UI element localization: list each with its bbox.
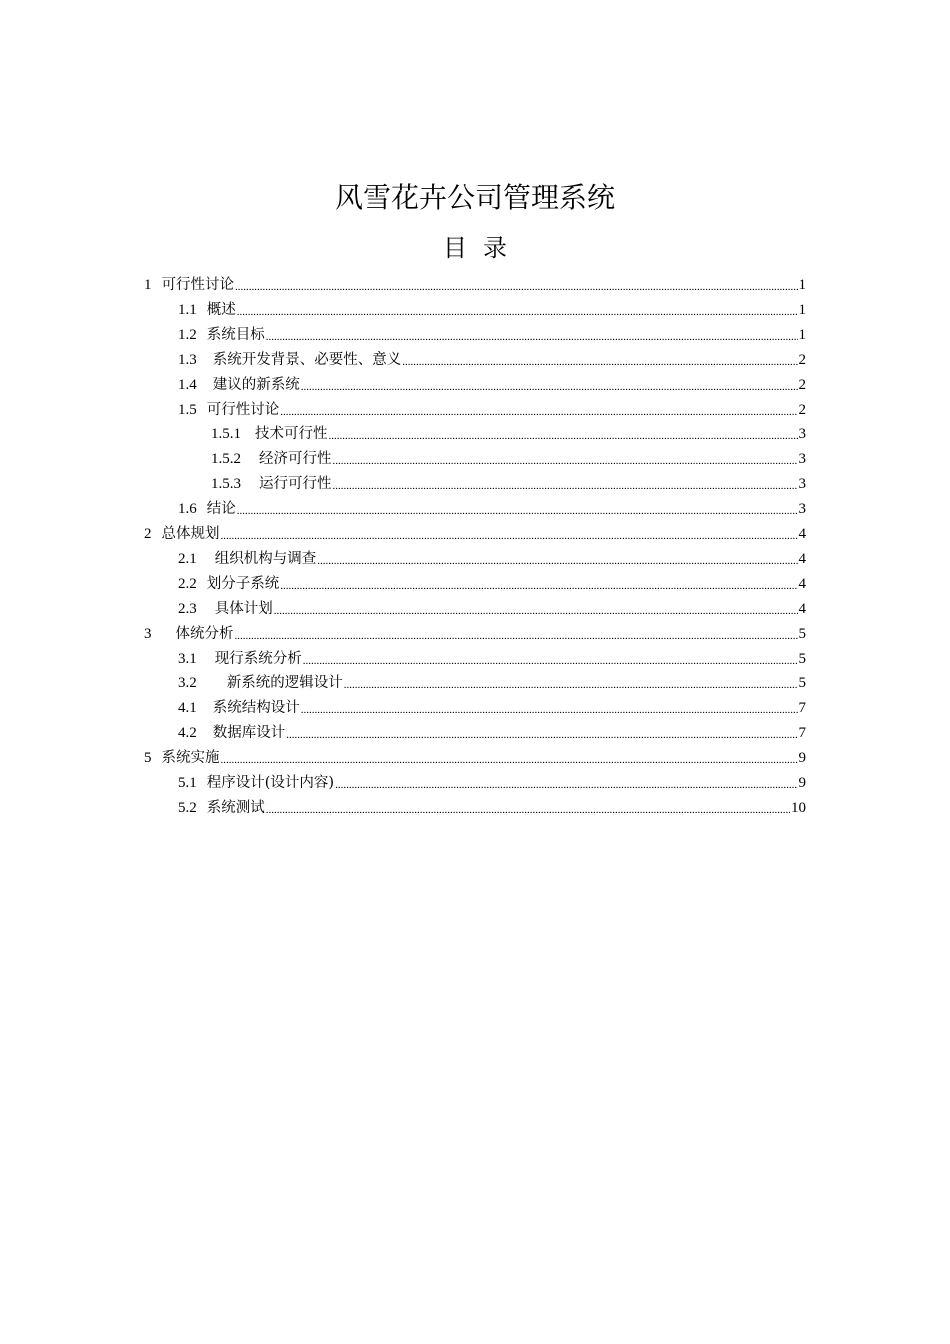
toc-entry-page-number: 10 <box>791 799 806 816</box>
toc-entry-page-number: 3 <box>798 451 806 468</box>
toc-entry[interactable] <box>178 797 806 819</box>
toc-dot-leader <box>333 452 798 470</box>
toc-dot-leader <box>344 676 798 694</box>
toc-entry[interactable] <box>178 498 806 520</box>
toc-entry-page-number: 4 <box>798 600 806 617</box>
toc-entry-number: 3.1 <box>178 650 197 667</box>
toc-entry-number: 1.5.1 <box>211 426 241 443</box>
toc-entry-number: 5 <box>144 750 152 767</box>
toc-entry-page-number: 7 <box>798 700 806 717</box>
toc-entry-label: 可行性讨论 <box>206 401 280 418</box>
toc-dot-leader <box>266 801 790 819</box>
toc-entry-number: 3.2 <box>178 675 197 692</box>
toc-entry-page-number: 5 <box>798 650 806 667</box>
toc-entry-number: 4.2 <box>178 725 197 742</box>
toc-entry-label: 划分子系统 <box>206 575 280 592</box>
toc-entry[interactable] <box>178 697 806 719</box>
toc-entry-number: 2.3 <box>178 600 197 617</box>
toc-dot-leader <box>274 602 798 620</box>
toc-dot-leader <box>280 403 797 421</box>
toc-entry-page-number: 1 <box>798 301 806 318</box>
toc-entry-page-number: 2 <box>798 376 806 393</box>
toc-entry-page-number: 2 <box>798 401 806 418</box>
toc-entry-page-number: 3 <box>798 426 806 443</box>
toc-dot-leader <box>235 627 798 645</box>
toc-entry[interactable] <box>178 672 806 694</box>
toc-entry-number: 1.4 <box>178 376 197 393</box>
toc-entry-number: 2.1 <box>178 550 197 567</box>
toc-entry-number: 4.1 <box>178 700 197 717</box>
toc-entry[interactable] <box>178 598 806 620</box>
toc-entry[interactable] <box>178 648 806 670</box>
toc-dot-leader <box>221 751 798 769</box>
toc-entry[interactable] <box>211 473 806 495</box>
toc-entry-page-number: 2 <box>798 351 806 368</box>
toc-entry[interactable] <box>144 623 806 645</box>
toc-entry-page-number: 5 <box>798 625 806 642</box>
toc-entry-number: 5.1 <box>178 775 197 791</box>
toc-entry-page-number: 3 <box>798 476 806 493</box>
toc-dot-leader <box>303 652 798 670</box>
toc-heading: 目录 <box>443 234 523 262</box>
toc-entry-label: 运行可行性 <box>259 476 332 493</box>
toc-entry[interactable] <box>144 523 806 545</box>
toc-entry-label: 建议的新系统 <box>212 376 300 393</box>
toc-entry[interactable] <box>178 374 806 396</box>
toc-entry-number: 1 <box>144 277 152 293</box>
toc-entry-label: 结论 <box>206 501 236 518</box>
toc-entry-number: 2 <box>144 526 152 542</box>
toc-entry[interactable] <box>178 399 806 421</box>
toc-entry-label: 系统结构设计 <box>212 700 300 717</box>
toc-dot-leader <box>301 701 798 719</box>
toc-entry-number: 5.2 <box>178 799 197 816</box>
toc-dot-leader <box>280 577 797 595</box>
toc-dot-leader <box>286 726 797 744</box>
toc-entry[interactable] <box>144 747 806 769</box>
toc-entry-number: 1.6 <box>178 501 197 518</box>
toc-entry-label: 体统分析 <box>175 625 234 642</box>
toc-entry-number: 1.5.3 <box>211 476 241 493</box>
toc-dot-leader <box>317 552 797 570</box>
toc-entry-number: 1.3 <box>178 351 197 368</box>
toc-entry[interactable] <box>178 324 806 346</box>
toc-entry[interactable] <box>178 548 806 570</box>
toc-entry-page-number: 9 <box>798 750 806 767</box>
toc-dot-leader <box>221 527 798 545</box>
toc-entry-label: 组织机构与调查 <box>214 550 317 567</box>
toc-entry-label: 总体规划 <box>161 526 220 542</box>
toc-dot-leader <box>237 303 798 321</box>
toc-entry-label: 系统开发背景、必要性、意义 <box>212 351 402 368</box>
toc-entry-page-number: 4 <box>798 575 806 592</box>
toc-entry-number: 1.2 <box>178 326 197 343</box>
toc-entry-label: 具体计划 <box>214 600 273 617</box>
toc-entry-label: 系统测试 <box>206 799 265 816</box>
toc-entry-number: 1.5.2 <box>211 451 241 468</box>
toc-entry[interactable] <box>178 573 806 595</box>
toc-dot-leader <box>237 502 798 520</box>
toc-entry-number: 2.2 <box>178 575 197 592</box>
toc-entry[interactable] <box>144 274 806 296</box>
toc-entry-number: 1.5 <box>178 401 197 418</box>
toc-entry[interactable] <box>178 299 806 321</box>
toc-entry-page-number: 4 <box>798 550 806 567</box>
toc-entry-number: 3 <box>144 625 152 642</box>
toc-dot-leader <box>266 328 798 346</box>
toc-entry-page-number: 1 <box>798 277 806 293</box>
toc-entry-label: 概述 <box>206 301 236 318</box>
toc-entry-number: 1.1 <box>178 301 197 318</box>
toc-entry[interactable] <box>178 772 806 794</box>
toc-dot-leader <box>335 776 797 794</box>
toc-dot-leader <box>402 353 797 371</box>
toc-entry-label: 现行系统分析 <box>214 650 302 667</box>
toc-entry-label: 数据库设计 <box>212 725 286 742</box>
toc-entry-label: 技术可行性 <box>255 426 328 443</box>
toc-entry-page-number: 5 <box>798 675 806 692</box>
toc-entry-label: 新系统的逻辑设计 <box>226 675 343 692</box>
toc-entry-label: 程序设计(设计内容) <box>206 775 335 791</box>
toc-entry-label: 系统目标 <box>206 326 265 343</box>
toc-entry[interactable] <box>211 423 806 445</box>
toc-entry-page-number: 4 <box>798 526 806 542</box>
toc-entry-page-number: 7 <box>798 725 806 742</box>
toc-entry-label: 系统实施 <box>161 750 220 767</box>
toc-dot-leader <box>329 427 798 445</box>
toc-dot-leader <box>235 278 798 296</box>
toc-entry-label: 经济可行性 <box>259 451 332 468</box>
toc-entry[interactable] <box>178 349 806 371</box>
toc-entry[interactable] <box>211 448 806 470</box>
toc-entry[interactable] <box>178 722 806 744</box>
document-title: 风雪花卉公司管理系统 <box>334 181 615 214</box>
toc-dot-leader <box>333 477 798 495</box>
toc-entry-label: 可行性讨论 <box>161 277 234 293</box>
toc-entry-page-number: 1 <box>798 326 806 343</box>
toc-entry-page-number: 3 <box>798 501 806 518</box>
toc-entry-page-number: 9 <box>798 775 806 791</box>
toc-dot-leader <box>301 378 798 396</box>
